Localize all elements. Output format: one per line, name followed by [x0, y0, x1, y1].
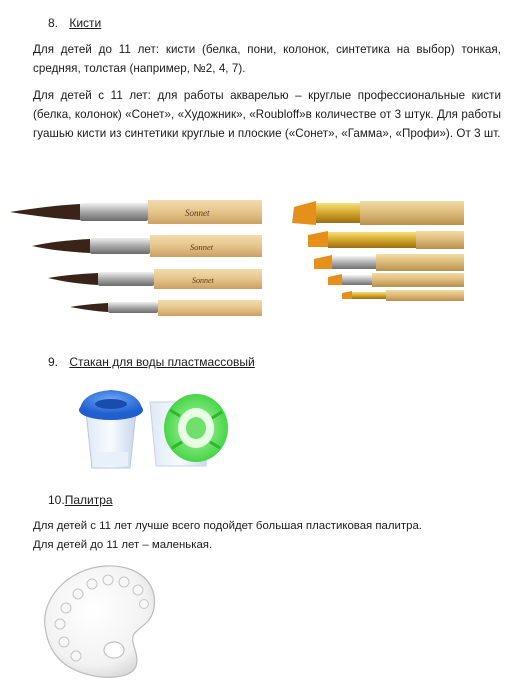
palette-line-under-11: Для детей до 11 лет – маленькая. — [33, 539, 213, 551]
section-9-heading — [48, 355, 255, 370]
brush-imprint: Sonnet — [190, 242, 214, 252]
round-brushes-image — [10, 190, 262, 325]
section-number: 8. — [48, 16, 59, 30]
brush-imprint: Sonnet — [185, 208, 210, 218]
section-title: Кисти — [69, 16, 102, 30]
section-number: 9. — [48, 355, 59, 369]
palette-line-over-11: Для детей с 11 лет лучше всего подойдет большая пластиковая палитра. — [33, 520, 422, 532]
flat-brushes-image — [288, 197, 464, 305]
section-number: 10. — [48, 493, 65, 507]
section-8-heading — [48, 16, 101, 31]
water-cups-image — [72, 382, 230, 474]
section-10-heading — [48, 493, 113, 508]
brush-imprint: Sonnet — [192, 276, 214, 285]
section-title: Палитра — [64, 493, 113, 507]
section-title: Стакан для воды пластмассовый — [69, 355, 255, 369]
paragraph-under-11: Для детей до 11 лет: кисти (белка, пони, колонок, синтетика на выбор) тонкая, средняя, толстая (например, №2, 4, 7). — [33, 43, 501, 75]
paragraph-over-11: Для детей с 11 лет: для работы акварелью – круглые профессиональные кисти (белка, колонок) «Сонет», «Художник», «Roubloff»в количестве от 3 штук. Для работы гуашью кисти из синтетики круглые и плоские («Сонет», «Гамма», «Профи»). От 3 шт. — [33, 89, 501, 140]
palette-image — [36, 562, 160, 682]
